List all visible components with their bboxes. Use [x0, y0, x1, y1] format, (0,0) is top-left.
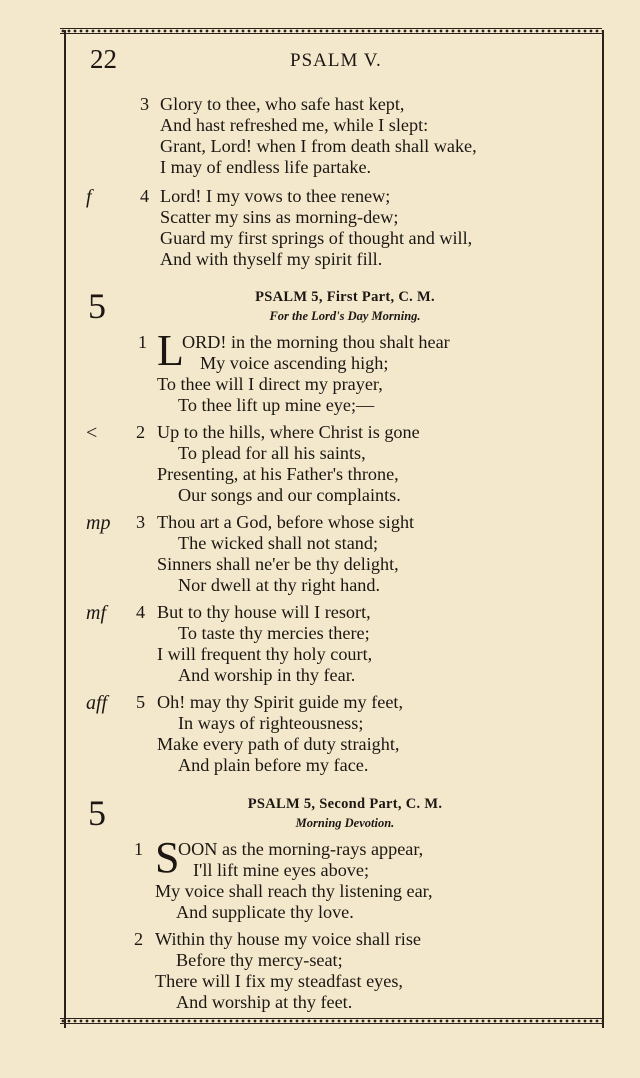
verse-line: Sinners shall ne'er be thy delight,: [157, 554, 399, 574]
verse-line: I may of endless life partake.: [160, 157, 372, 177]
verse-number: 5: [136, 692, 146, 712]
verse-line: To thee lift up mine eye;—: [178, 395, 375, 415]
verse-line: The wicked shall not stand;: [178, 533, 379, 553]
verse-line: Up to the hills, where Christ is gone: [157, 422, 420, 442]
dynamic-mark: f: [86, 186, 92, 208]
verse-number: 3: [136, 512, 146, 532]
verse-line: Thou art a God, before whose sight: [157, 512, 415, 532]
verse-number: 2: [136, 422, 146, 442]
verse-line: Scatter my sins as morning-dew;: [160, 207, 399, 227]
verse-line: Make every path of duty straight,: [157, 734, 400, 754]
verse-line: And supplicate thy love.: [176, 902, 354, 922]
top-ornamental-rule: [60, 28, 602, 34]
psalm-number: 5: [88, 793, 106, 833]
verse-line: And worship at thy feet.: [176, 992, 353, 1012]
verse-line: Within thy house my voice shall rise: [155, 929, 421, 949]
verse-line: And hast refreshed me, while I slept:: [160, 115, 429, 135]
verse-line: I'll lift mine eyes above;: [193, 860, 370, 880]
verse-number: 3: [140, 94, 150, 114]
page-number: 22: [90, 44, 117, 74]
verse-line: To thee will I direct my prayer,: [157, 374, 383, 394]
verse-line: To plead for all his saints,: [178, 443, 366, 463]
verse-line: Glory to thee, who safe hast kept,: [160, 94, 405, 114]
verse-line: And plain before my face.: [178, 755, 369, 775]
verse-line: I will frequent thy holy court,: [157, 644, 373, 664]
verse-line: Lord! I my vows to thee renew;: [160, 186, 391, 206]
verse-line: My voice shall reach thy listening ear,: [155, 881, 433, 901]
verse-line: OON as the morning-rays appear,: [178, 839, 424, 859]
drop-cap: L: [157, 326, 184, 375]
verse-line: Grant, Lord! when I from death shall wake,: [160, 136, 477, 156]
verse-line: Presenting, at his Father's throne,: [157, 464, 399, 484]
verse-line: Oh! may thy Spirit guide my feet,: [157, 692, 403, 712]
verse-line: And worship in thy fear.: [178, 665, 356, 685]
verse-number: 4: [136, 602, 146, 622]
verse-line: Nor dwell at thy right hand.: [178, 575, 381, 595]
verse-line: But to thy house will I resort,: [157, 602, 371, 622]
running-head: PSALM V.: [290, 50, 382, 71]
verse-number: 4: [140, 186, 150, 206]
verse-line: Our songs and our complaints.: [178, 485, 401, 505]
psalm-title: PSALM 5, First Part, C. M.: [255, 289, 435, 305]
verse-line: In ways of righteousness;: [178, 713, 364, 733]
verse-number: 1: [134, 839, 144, 859]
psalm-subtitle: For the Lord's Day Morning.: [269, 309, 421, 323]
verse-number: 1: [138, 332, 148, 352]
dynamic-mark: aff: [86, 692, 108, 714]
verse-line: Guard my first springs of thought and will,: [160, 228, 473, 248]
dynamic-mark: mp: [86, 512, 111, 534]
verse-line: Before thy mercy-seat;: [176, 950, 343, 970]
verse-line: To taste thy mercies there;: [178, 623, 370, 643]
crescendo-mark: <: [86, 422, 98, 444]
bottom-ornamental-rule: [60, 1018, 602, 1024]
verse-number: 2: [134, 929, 144, 949]
dynamic-mark: mf: [86, 602, 106, 624]
psalm-title: PSALM 5, Second Part, C. M.: [247, 796, 443, 812]
verse-line: And with thyself my spirit fill.: [160, 249, 383, 269]
verse-line: There will I fix my steadfast eyes,: [155, 971, 403, 991]
drop-cap: S: [155, 833, 180, 882]
verse-line: My voice ascending high;: [200, 353, 389, 373]
verse-line: ORD! in the morning thou shalt hear: [182, 332, 450, 352]
psalm-subtitle: Morning Devotion.: [295, 816, 395, 830]
psalm-number: 5: [88, 286, 106, 326]
